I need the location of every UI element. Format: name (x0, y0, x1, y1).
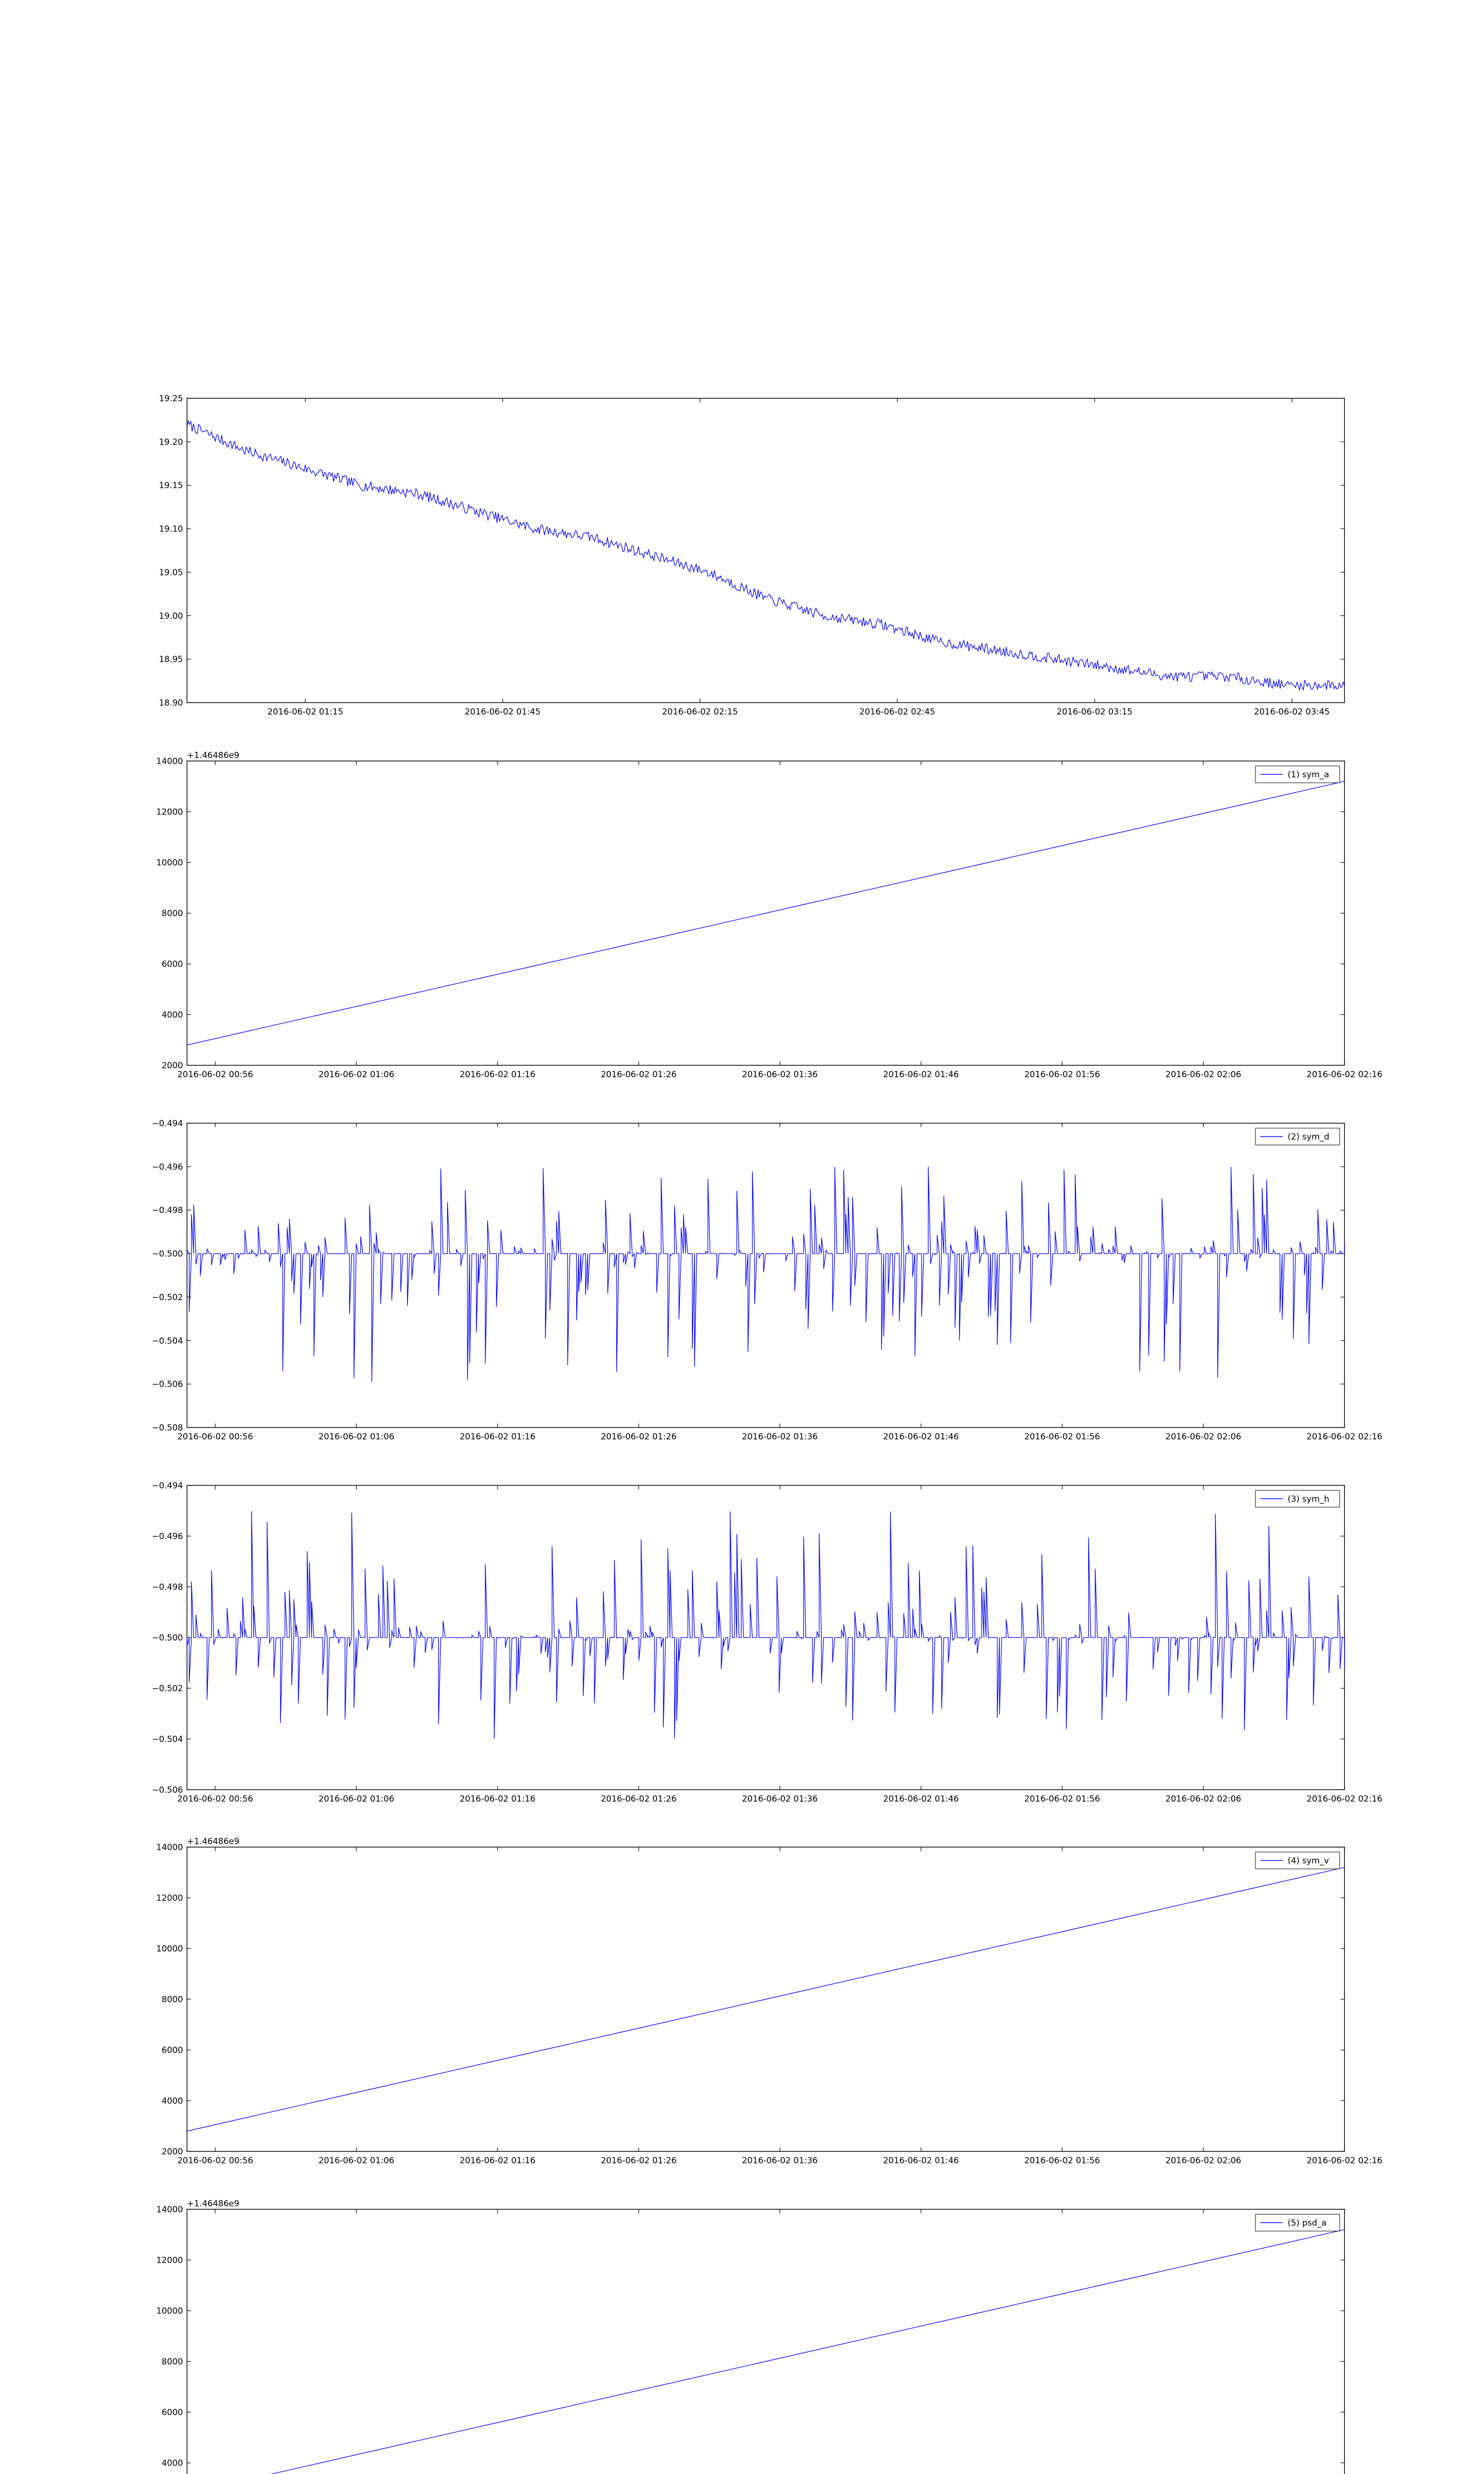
y-axis-offset-label: +1.46486e9 (187, 751, 239, 761)
axes-frame (187, 398, 1345, 703)
x-tick-label: 2016-06-02 01:26 (601, 2156, 677, 2166)
y-tick-label: −0.496 (152, 1531, 183, 1542)
legend-label: (2) sym_d (1288, 1132, 1330, 1142)
y-tick-label: −0.506 (152, 1380, 183, 1390)
y-tick-label: 6000 (161, 2408, 183, 2418)
x-tick-label: 2016-06-02 01:46 (883, 1794, 959, 1804)
x-tick-label: 2016-06-02 02:06 (1165, 1432, 1242, 1442)
x-tick-label: 2016-06-02 03:45 (1254, 707, 1330, 717)
x-tick-label: 2016-06-02 01:56 (1024, 1794, 1100, 1804)
x-tick-label: 2016-06-02 01:36 (742, 2156, 818, 2166)
x-tick-label: 2016-06-02 01:06 (318, 1794, 395, 1804)
y-tick-label: 19.20 (159, 437, 183, 447)
x-tick-label: 2016-06-02 02:06 (1165, 1070, 1242, 1080)
x-tick-label: 2016-06-02 02:45 (859, 707, 935, 717)
y-tick-label: 12000 (156, 1893, 183, 1903)
x-tick-label: 2016-06-02 02:06 (1165, 2156, 1242, 2166)
x-tick-label: 2016-06-02 02:06 (1165, 1794, 1242, 1804)
x-tick-label: 2016-06-02 01:36 (742, 1794, 818, 1804)
chart-panel-6 (156, 2199, 1383, 2474)
x-tick-label: 2016-06-02 01:06 (318, 1432, 395, 1442)
y-tick-label: 10000 (156, 2306, 183, 2316)
y-tick-label: 6000 (161, 959, 183, 969)
x-tick-label: 2016-06-02 01:45 (464, 707, 541, 717)
series-line-(3) sym_h (187, 1511, 1345, 1739)
y-tick-label: 8000 (161, 908, 183, 919)
x-tick-label: 2016-06-02 01:56 (1024, 1070, 1100, 1080)
y-tick-label: 19.25 (159, 394, 183, 404)
chart-panel-5 (156, 1837, 1383, 2166)
x-tick-label: 2016-06-02 00:56 (177, 1794, 253, 1804)
y-tick-label: −0.494 (152, 1481, 183, 1491)
x-tick-label: 2016-06-02 01:15 (267, 707, 343, 717)
y-tick-label: 4000 (161, 1010, 183, 1020)
x-tick-label: 2016-06-02 02:15 (662, 707, 738, 717)
y-tick-label: −0.502 (152, 1292, 183, 1303)
x-tick-label: 2016-06-02 01:46 (883, 2156, 959, 2166)
x-tick-label: 2016-06-02 01:26 (601, 1794, 677, 1804)
chart-panel-3 (152, 1119, 1383, 1442)
series-line-main (187, 421, 1345, 690)
y-tick-label: 19.10 (159, 524, 183, 534)
x-tick-label: 2016-06-02 01:26 (601, 1432, 677, 1442)
y-tick-label: 12000 (156, 807, 183, 817)
x-tick-label: 2016-06-02 01:46 (883, 1070, 959, 1080)
y-tick-label: 18.95 (159, 655, 183, 665)
series-line-(4) sym_v (187, 1867, 1345, 2131)
x-tick-label: 2016-06-02 02:16 (1306, 1794, 1383, 1804)
legend-label: (4) sym_v (1288, 1856, 1329, 1866)
x-tick-label: 2016-06-02 01:46 (883, 1432, 959, 1442)
legend-label: (5) psd_a (1288, 2218, 1327, 2228)
axes-frame (187, 1123, 1345, 1427)
y-tick-label: 10000 (156, 858, 183, 868)
x-tick-label: 2016-06-02 01:06 (318, 2156, 395, 2166)
y-tick-label: 14000 (156, 2205, 183, 2215)
axes-frame (187, 2209, 1345, 2474)
y-tick-label: −0.500 (152, 1633, 183, 1643)
y-tick-label: 4000 (161, 2096, 183, 2106)
x-tick-label: 2016-06-02 00:56 (177, 1070, 253, 1080)
x-tick-label: 2016-06-02 03:15 (1057, 707, 1133, 717)
y-tick-label: 19.05 (159, 568, 183, 578)
legend-label: (1) sym_a (1288, 770, 1329, 780)
series-line-(1) sym_a (187, 781, 1345, 1045)
x-tick-label: 2016-06-02 01:56 (1024, 1432, 1100, 1442)
x-tick-label: 2016-06-02 01:36 (742, 1070, 818, 1080)
y-axis-offset-label: +1.46486e9 (187, 2199, 239, 2209)
y-tick-label: 10000 (156, 1944, 183, 1954)
y-tick-label: 2000 (161, 2147, 183, 2157)
x-tick-label: 2016-06-02 01:16 (460, 1432, 536, 1442)
chart-panel-2 (156, 751, 1383, 1080)
y-tick-label: 4000 (161, 2458, 183, 2469)
x-tick-label: 2016-06-02 01:56 (1024, 2156, 1100, 2166)
y-tick-label: 12000 (156, 2255, 183, 2266)
x-tick-label: 2016-06-02 00:56 (177, 2156, 253, 2166)
x-tick-label: 2016-06-02 01:16 (460, 1070, 536, 1080)
x-tick-label: 2016-06-02 01:06 (318, 1070, 395, 1080)
series-line-(2) sym_d (187, 1167, 1345, 1382)
y-axis-offset-label: +1.46486e9 (187, 1837, 239, 1847)
y-tick-label: 14000 (156, 1843, 183, 1853)
y-tick-label: 6000 (161, 2046, 183, 2055)
y-tick-label: 19.00 (159, 611, 183, 621)
x-tick-label: 2016-06-02 01:26 (601, 1070, 677, 1080)
y-tick-label: −0.496 (152, 1162, 183, 1172)
y-tick-label: −0.504 (152, 1336, 183, 1346)
y-tick-label: −0.508 (152, 1423, 183, 1433)
y-tick-label: 8000 (161, 2357, 183, 2367)
x-tick-label: 2016-06-02 01:16 (460, 2156, 536, 2166)
chart-panel-4 (152, 1481, 1383, 1804)
y-tick-label: −0.498 (152, 1205, 183, 1216)
y-tick-label: −0.494 (152, 1119, 183, 1129)
y-tick-label: −0.500 (152, 1249, 183, 1259)
x-tick-label: 2016-06-02 00:56 (177, 1432, 253, 1442)
y-tick-label: 18.90 (159, 698, 183, 708)
y-tick-label: −0.498 (152, 1582, 183, 1592)
x-tick-label: 2016-06-02 02:16 (1306, 1070, 1383, 1080)
series-line-(5) psd_a (187, 2230, 1345, 2474)
y-tick-label: −0.504 (152, 1734, 183, 1745)
y-tick-label: 14000 (156, 757, 183, 766)
x-tick-label: 2016-06-02 01:16 (460, 1794, 536, 1804)
y-tick-label: −0.506 (152, 1785, 183, 1795)
y-tick-label: 19.15 (159, 480, 183, 491)
y-tick-label: −0.502 (152, 1684, 183, 1694)
y-tick-label: 8000 (161, 1995, 183, 2005)
x-tick-label: 2016-06-02 02:16 (1306, 2156, 1383, 2166)
legend-label: (3) sym_h (1288, 1494, 1330, 1504)
x-tick-label: 2016-06-02 02:16 (1306, 1432, 1383, 1442)
x-tick-label: 2016-06-02 01:36 (742, 1432, 818, 1442)
chart-panel-1 (159, 394, 1345, 717)
y-tick-label: 2000 (161, 1061, 183, 1071)
